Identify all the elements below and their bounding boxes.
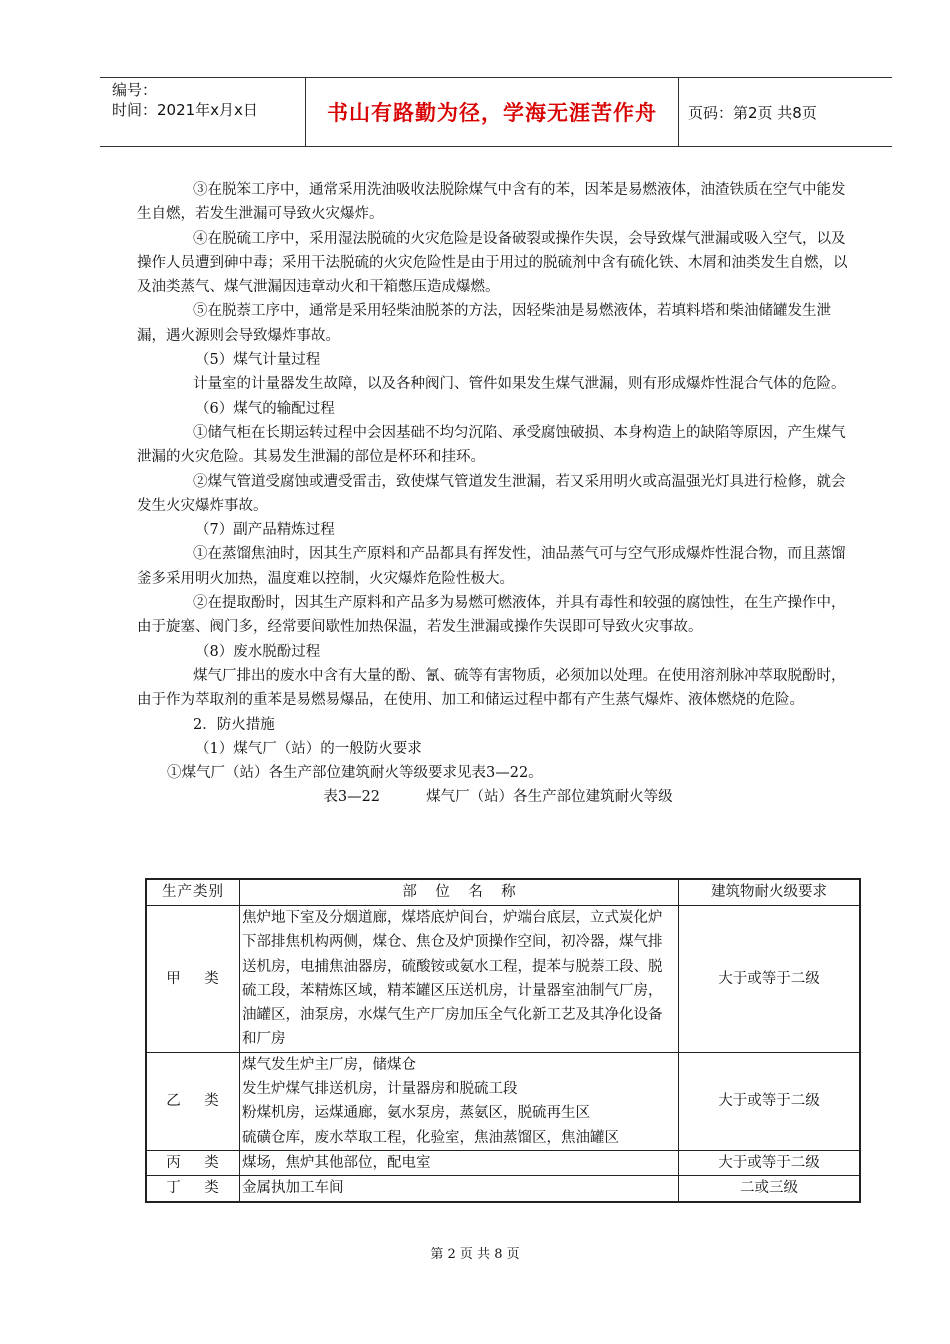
section-heading: （8）废水脱酚过程 <box>195 643 321 660</box>
requirement-cell: 大于或等于二级 <box>679 1150 861 1175</box>
paragraph: ①在蒸馏焦油时，因其生产原料和产品都具有挥发性，油品蒸气可与空气形成爆炸性混合物，而且蒸馏釜多采用明火加热，温度难以控制，火灾爆炸危险性极大。 <box>137 546 846 587</box>
section-heading: （5）煤气计量过程 <box>195 352 321 369</box>
paragraph: ②在提取酚时，因其生产原料和产品多为易燃可燃液体，并具有毒性和较强的腐蚀性，在生产操作中，由于旋塞、阀门多，经常要间歇性加热保温，若发生泄漏或操作失误即可导致火灾事故。 <box>137 595 846 636</box>
location-cell: 焦炉地下室及分烟道廊，煤塔底炉间台，炉端台底层，立式炭化炉下部排焦机构两侧，煤仓、焦仓及炉顶操作空间，初冷器，煤气排送机房，电捕焦油器房，硫酸铵或氨水工程，提苯与脱萘工段、脱硫工段，苯精炼区域，精苯罐区压送机房，计量器室油制气厂房，油罐区，油泵房，水煤气生产厂房加压全气化新工艺及其净化设备和厂房 <box>240 906 679 1053</box>
paragraph: ①储气柜在长期运转过程中会因基础不均匀沉陷、承受腐蚀破损、本身构造上的缺陷等原因，产生煤气泄漏的火灾危险。其易发生泄漏的部位是杯环和挂环。 <box>137 424 846 466</box>
location-cell: 煤场，焦炉其他部位，配电室 <box>240 1150 679 1175</box>
category-cell: 甲 类 <box>146 906 240 1053</box>
paragraph: ①煤气厂（站）各生产部位建筑耐火等级要求见表3—22。 <box>167 765 543 782</box>
table-row <box>146 1052 860 1150</box>
section-heading: （1）煤气厂（站）的一般防火要求 <box>195 740 422 757</box>
table-row <box>146 1150 860 1175</box>
section-heading: （7）副产品精炼过程 <box>195 522 335 539</box>
header-motto: 书山有路勤为径，学海无涯苦作舟 <box>305 78 679 146</box>
doc-date-label: 时间：2021年x月x日 <box>112 101 258 119</box>
table-row <box>146 906 860 1053</box>
column-header: 建筑物耐火级要求 <box>679 879 861 906</box>
paragraph: 煤气厂排出的废水中含有大量的酚、氰、硫等有害物质，必须加以处理。在使用溶剂脉冲萃取脱酚时，由于作为萃取剂的重苯是易燃易爆品，在使用、加工和储运过程中都有产生蒸气爆炸、液体燃烧的危险。 <box>137 667 846 709</box>
category-cell: 乙 类 <box>146 1052 240 1150</box>
table-header-row <box>146 879 860 906</box>
doc-code-label: 编号： <box>112 81 158 99</box>
section-heading: 2．防火措施 <box>193 716 275 733</box>
header-page-label: 页码：第2页 共8页 <box>688 103 817 122</box>
column-header: 生产类别 <box>146 879 240 906</box>
paragraph: ⑤在脱萘工序中，通常是采用轻柴油脱茶的方法，因轻柴油是易燃液体，若填料塔和柴油储罐发生泄漏，遇火源则会导致爆炸事故。 <box>137 303 831 344</box>
requirement-cell: 二或三级 <box>679 1176 861 1202</box>
document-body <box>137 178 859 810</box>
paragraph: ②煤气管道受腐蚀或遭受雷击，致使煤气管道发生泄漏，若又采用明火或高温强光灯具进行检修，就会发生火灾爆炸事故。 <box>137 473 846 514</box>
requirement-cell: 大于或等于二级 <box>679 1052 861 1150</box>
paragraph: ④在脱硫工序中，采用湿法脱硫的火灾危险是设备破裂或操作失误，会导致煤气泄漏或吸入空气，以及操作人员遭到砷中毒；采用干法脱硫的火灾危险性是由于用过的脱硫剂中含有硫化铁、木屑和油类发生自燃，以及油类蒸气、煤气泄漏因违章动火和干箱憋压造成爆燃。 <box>137 230 848 296</box>
header-meta <box>100 78 305 146</box>
paragraph: 计量室的计量器发生故障，以及各种阀门、管件如果发生煤气泄漏，则有形成爆炸性混合气体的危险。 <box>193 376 846 393</box>
table-row <box>146 1176 860 1202</box>
page-footer: 第 2 页 共 8 页 <box>430 1247 520 1262</box>
fire-rating-table <box>145 878 861 1203</box>
location-cell: 煤气发生炉主厂房，储煤仓 发生炉煤气排送机房，计量器房和脱硫工段 粉煤机房，运煤通廊，氨水泵房，蒸氨区，脱硫再生区 硫磺仓库，废水萃取工程，化验室，焦油蒸馏区，焦油罐区 <box>240 1052 679 1150</box>
table-caption: 表3—22 煤气厂（站）各生产部位建筑耐火等级 <box>323 789 673 806</box>
section-heading: （6）煤气的输配过程 <box>195 400 335 417</box>
category-cell: 丙 类 <box>146 1150 240 1175</box>
column-header: 部 位 名 称 <box>240 879 679 906</box>
category-cell: 丁 类 <box>146 1176 240 1202</box>
paragraph: ③在脱笨工序中，通常采用洗油吸收法脱除煤气中含有的苯，因苯是易燃液体，油渣铁质在空气中能发生自燃，若发生泄漏可导致火灾爆炸。 <box>137 182 846 223</box>
requirement-cell: 大于或等于二级 <box>679 906 861 1053</box>
location-cell: 金属执加工车间 <box>240 1176 679 1202</box>
page-header <box>100 77 892 147</box>
